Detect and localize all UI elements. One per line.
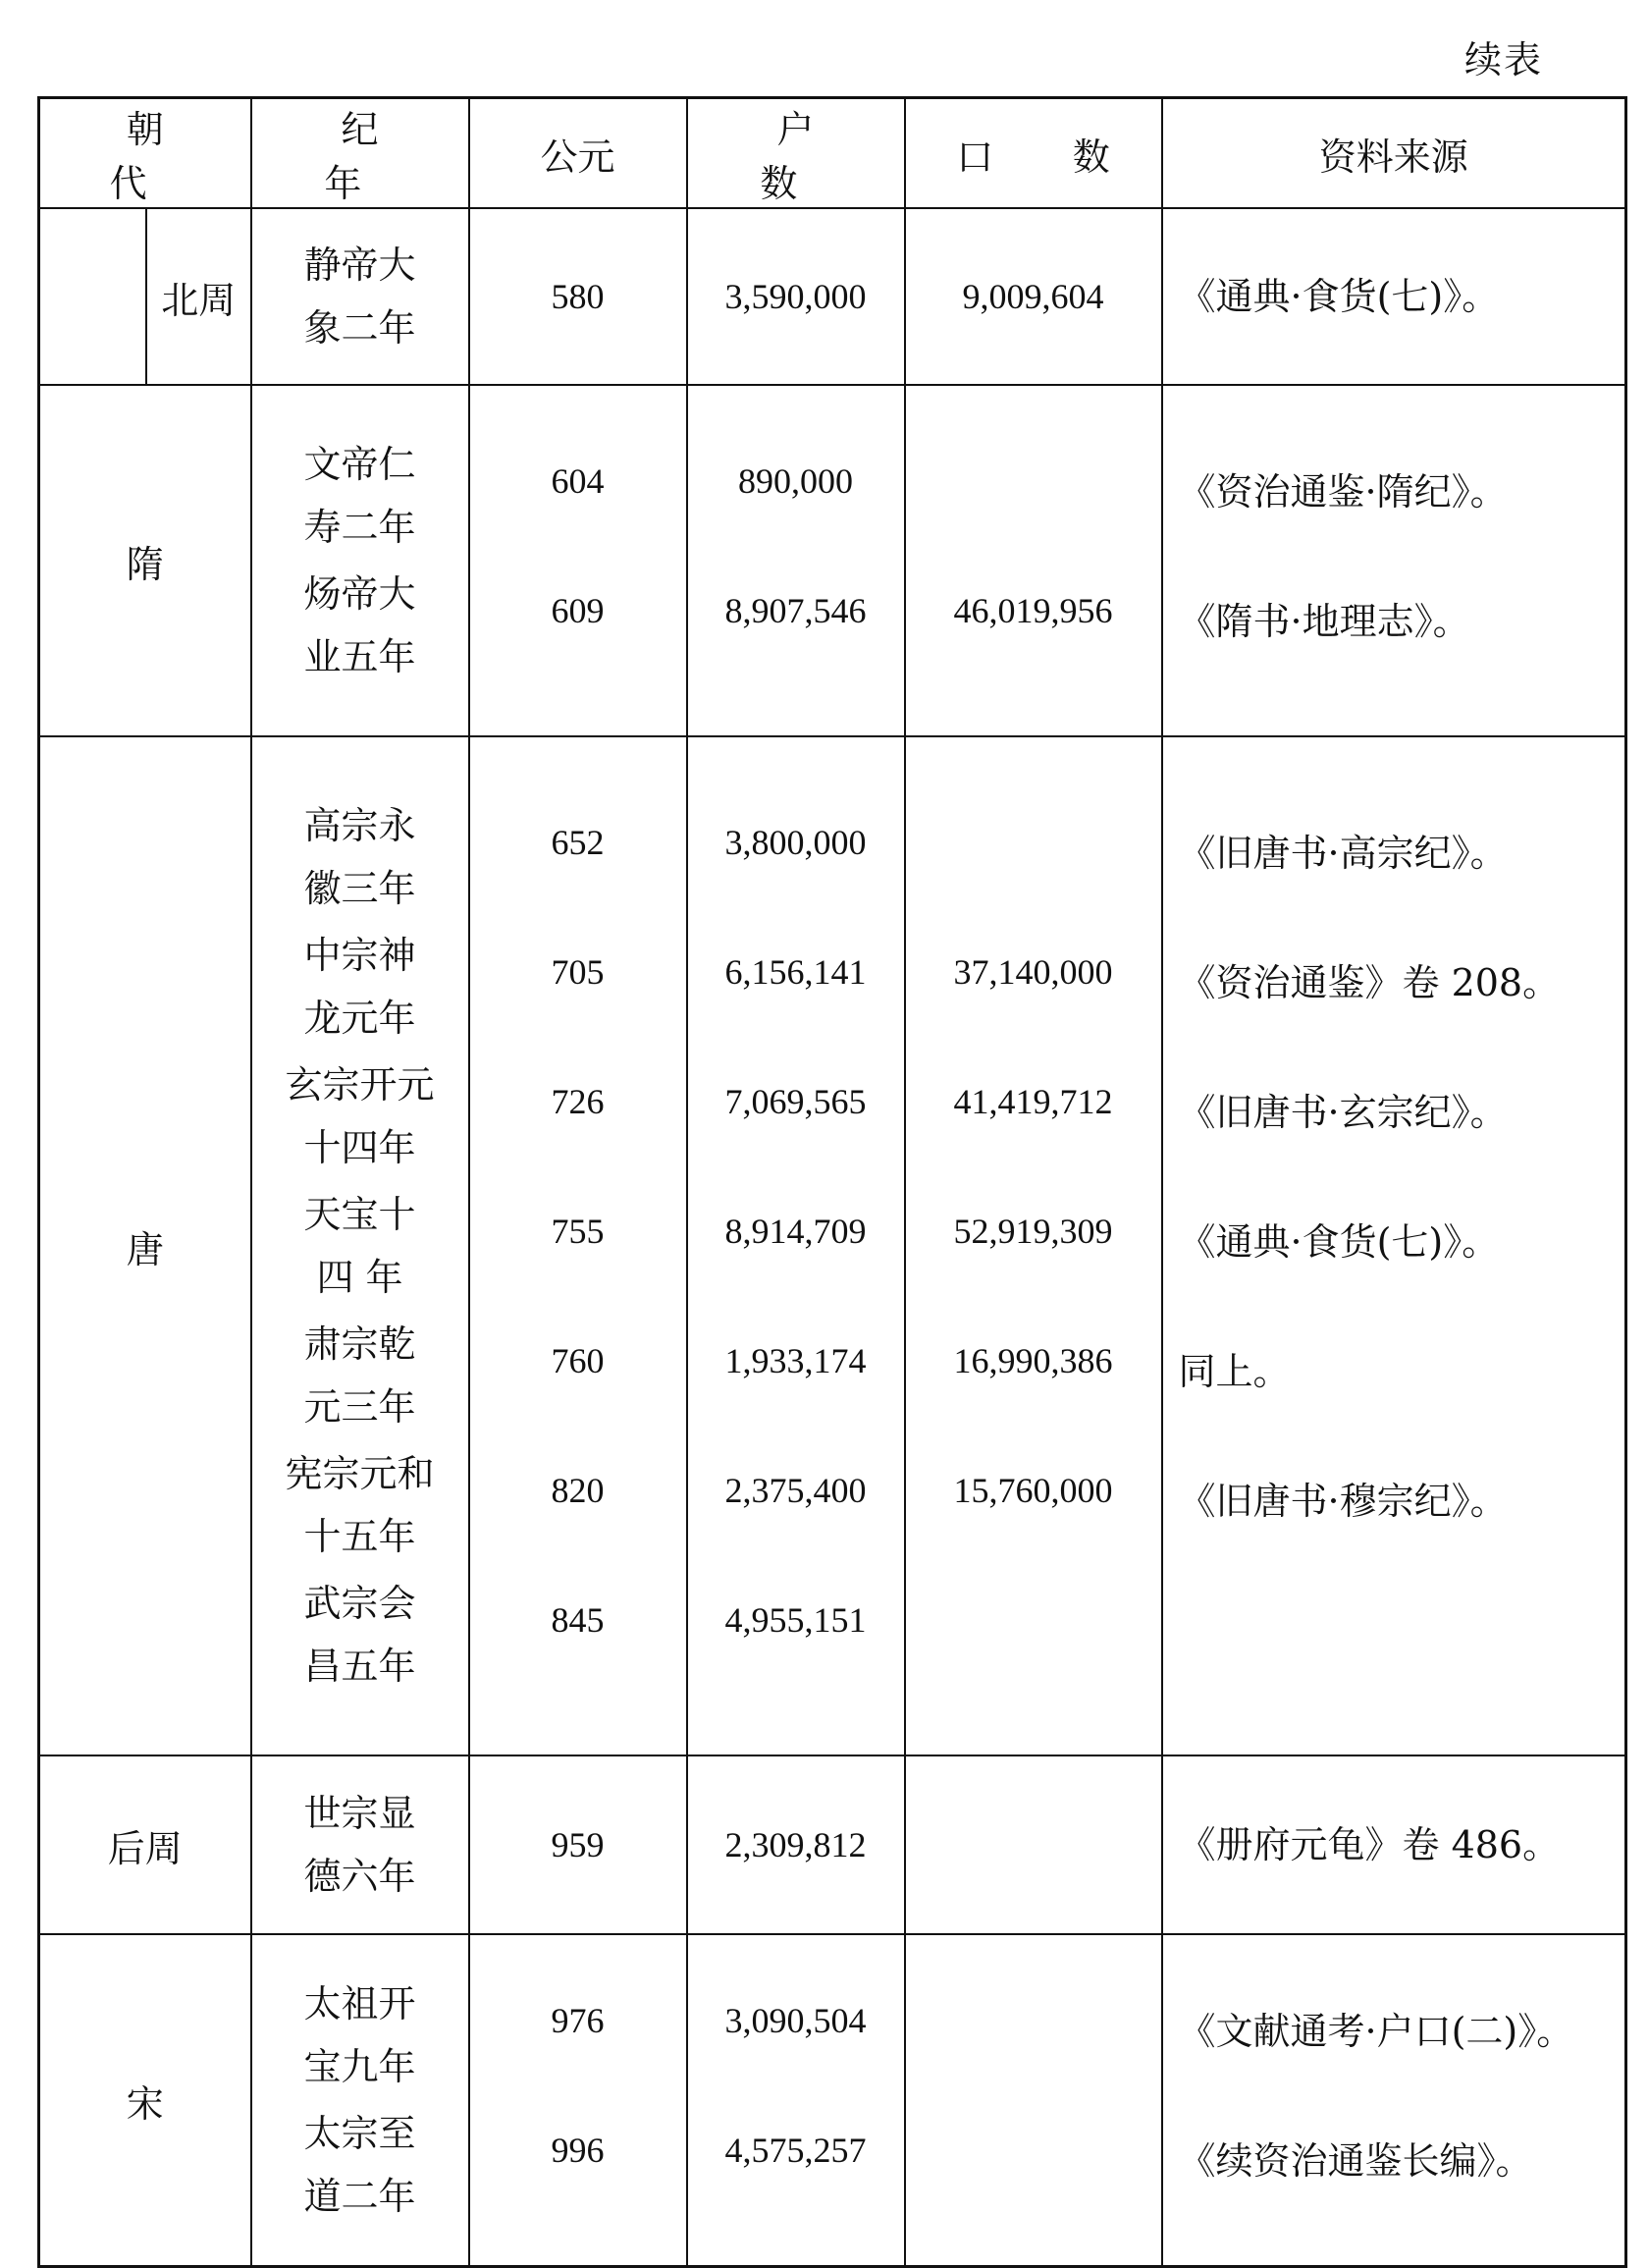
population-cell xyxy=(906,792,1161,922)
households-cell-text: 890,000 xyxy=(738,461,853,501)
reign-line: 静帝大 xyxy=(303,243,416,287)
population-cell xyxy=(906,1780,1161,1910)
population-cell xyxy=(906,431,1161,561)
population-cell xyxy=(906,1971,1161,2100)
reign-line: 昌五年 xyxy=(303,1645,416,1688)
year-cell xyxy=(470,1052,686,1181)
reign-cell xyxy=(252,1570,468,1700)
header-population: 口 数 xyxy=(905,98,1162,209)
year-cell xyxy=(470,792,686,922)
reign-line: 世宗显 xyxy=(303,1792,416,1835)
source-cell-text: 《文献通考·户口(二)》。 xyxy=(1178,2010,1574,2053)
year-cell-text: 705 xyxy=(551,952,605,992)
population-cell-column xyxy=(905,1755,1162,1934)
reign-cell-column xyxy=(251,1755,469,1934)
reign-cell xyxy=(252,792,468,922)
reign-line: 十五年 xyxy=(303,1515,416,1558)
population-cell xyxy=(906,1440,1161,1570)
source-cell xyxy=(1163,1570,1625,1700)
reign-line: 龙元年 xyxy=(303,997,416,1040)
reign-line: 太宗至 xyxy=(303,2112,416,2155)
source-cell-text: 《资治通鉴·隋纪》。 xyxy=(1178,470,1508,513)
population-cell xyxy=(906,232,1161,361)
source-cell-column xyxy=(1162,385,1626,736)
year-cell-text: 726 xyxy=(551,1082,605,1121)
year-cell-column xyxy=(469,208,687,385)
year-cell-text: 609 xyxy=(551,591,605,630)
dynasty-group-row xyxy=(39,1755,1626,1934)
households-cell xyxy=(688,2100,904,2230)
population-cell-column xyxy=(905,385,1162,736)
reign-line: 天宝十 xyxy=(303,1193,416,1236)
source-cell xyxy=(1163,1780,1625,1910)
reign-line: 玄宗开元 xyxy=(285,1063,435,1107)
header-source: 资料来源 xyxy=(1162,98,1626,209)
dynasty-group-row xyxy=(39,1934,1626,2267)
reign-cell xyxy=(252,232,468,361)
reign-line: 十四年 xyxy=(303,1126,416,1169)
reign-line: 中宗神 xyxy=(303,934,416,977)
year-cell-text: 845 xyxy=(551,1600,605,1640)
population-cell-text: 52,919,309 xyxy=(953,1212,1113,1251)
year-cell-text: 760 xyxy=(551,1341,605,1380)
reign-line: 宪宗元和 xyxy=(285,1452,435,1495)
reign-cell-column xyxy=(251,208,469,385)
source-cell xyxy=(1163,431,1625,561)
reign-line: 太祖开 xyxy=(303,1982,416,2025)
reign-cell xyxy=(252,2100,468,2230)
reign-cell-column xyxy=(251,736,469,1755)
source-cell-column xyxy=(1162,1755,1626,1934)
reign-line: 文帝仁 xyxy=(303,443,416,486)
source-cell xyxy=(1163,1181,1625,1311)
households-cell-column xyxy=(687,385,905,736)
population-cell-column xyxy=(905,1934,1162,2267)
population-cell xyxy=(906,2100,1161,2230)
population-cell-text: 41,419,712 xyxy=(953,1082,1113,1121)
year-cell xyxy=(470,1570,686,1700)
reign-cell xyxy=(252,1311,468,1440)
households-cell-text: 7,069,565 xyxy=(724,1082,867,1121)
households-cell xyxy=(688,1311,904,1440)
year-cell-text: 755 xyxy=(551,1212,605,1251)
households-cell xyxy=(688,792,904,922)
reign-cell xyxy=(252,561,468,690)
dynasty-group-row xyxy=(39,385,1626,736)
header-year: 公元 xyxy=(469,98,687,209)
dynasty-cell: 后周 xyxy=(39,1755,251,1934)
year-cell-text: 652 xyxy=(551,823,605,862)
source-cell-column xyxy=(1162,1934,1626,2267)
households-cell xyxy=(688,1181,904,1311)
population-cell-text: 15,760,000 xyxy=(953,1471,1113,1510)
population-cell xyxy=(906,1181,1161,1311)
year-cell xyxy=(470,1181,686,1311)
reign-line: 道二年 xyxy=(303,2175,416,2218)
households-cell xyxy=(688,1971,904,2100)
year-cell xyxy=(470,1311,686,1440)
reign-cell xyxy=(252,431,468,561)
dynasty-name: 北周 xyxy=(161,278,237,322)
reign-cell xyxy=(252,1780,468,1910)
population-cell-text: 9,009,604 xyxy=(962,277,1104,316)
population-cell-text: 16,990,386 xyxy=(953,1341,1113,1380)
source-cell xyxy=(1163,561,1625,690)
households-cell-text: 2,375,400 xyxy=(724,1471,867,1510)
year-cell-column xyxy=(469,1934,687,2267)
reign-cell xyxy=(252,1181,468,1311)
dynasty-cell: 宋 xyxy=(39,1934,251,2267)
population-table xyxy=(37,96,1627,2268)
households-cell-text: 1,933,174 xyxy=(724,1341,867,1380)
dynasty-group-row xyxy=(39,736,1626,1755)
households-cell xyxy=(688,431,904,561)
population-cell xyxy=(906,1570,1161,1700)
reign-line: 肃宗乾 xyxy=(303,1323,416,1366)
population-cell-column xyxy=(905,736,1162,1755)
population-cell-text: 37,140,000 xyxy=(953,952,1113,992)
households-cell-text: 8,907,546 xyxy=(724,591,867,630)
year-cell-column xyxy=(469,736,687,1755)
population-cell-text: 46,019,956 xyxy=(953,591,1113,630)
households-cell-column xyxy=(687,208,905,385)
households-cell xyxy=(688,232,904,361)
reign-cell xyxy=(252,1440,468,1570)
reign-line: 炀帝大 xyxy=(303,572,416,616)
reign-line: 徽三年 xyxy=(303,867,416,910)
header-households: 户 数 xyxy=(687,98,905,209)
year-cell-text: 976 xyxy=(551,2001,605,2040)
reign-line: 象二年 xyxy=(303,306,416,350)
households-cell-text: 6,156,141 xyxy=(724,952,867,992)
source-cell-column xyxy=(1162,736,1626,1755)
year-cell xyxy=(470,2100,686,2230)
source-cell xyxy=(1163,1440,1625,1570)
source-cell-text: 《旧唐书·穆宗纪》。 xyxy=(1178,1480,1508,1523)
source-cell-text: 《通典·食货(七)》。 xyxy=(1178,1220,1500,1264)
households-cell-column xyxy=(687,736,905,1755)
year-cell-text: 580 xyxy=(551,277,605,316)
households-cell-text: 3,090,504 xyxy=(724,2001,867,2040)
source-cell xyxy=(1163,232,1625,361)
dynasty-cell: 唐 xyxy=(39,736,251,1755)
dynasty-cell: 隋 xyxy=(39,385,251,736)
year-cell xyxy=(470,1971,686,2100)
reign-line: 德六年 xyxy=(303,1855,416,1898)
year-cell-text: 604 xyxy=(551,461,605,501)
year-cell xyxy=(470,1780,686,1910)
header-reign: 纪 年 xyxy=(251,98,469,209)
households-cell-text: 4,955,151 xyxy=(724,1600,867,1640)
population-cell xyxy=(906,1052,1161,1181)
households-cell xyxy=(688,1440,904,1570)
reign-line: 宝九年 xyxy=(303,2045,416,2088)
source-cell-text: 《资治通鉴》卷 208。 xyxy=(1178,961,1561,1004)
header-row xyxy=(39,98,1626,209)
year-cell-column xyxy=(469,385,687,736)
source-cell xyxy=(1163,1971,1625,2100)
population-cell xyxy=(906,561,1161,690)
reign-cell-column xyxy=(251,1934,469,2267)
reign-cell xyxy=(252,1971,468,2100)
year-cell-text: 959 xyxy=(551,1825,605,1864)
dynasty-group-row xyxy=(39,208,1626,385)
households-cell xyxy=(688,922,904,1052)
year-cell-column xyxy=(469,1755,687,1934)
year-cell xyxy=(470,431,686,561)
households-cell xyxy=(688,1780,904,1910)
households-cell-text: 8,914,709 xyxy=(724,1212,867,1251)
households-cell-text: 4,575,257 xyxy=(724,2131,867,2170)
table-caption: 续表 xyxy=(1463,38,1543,81)
year-cell xyxy=(470,232,686,361)
year-cell xyxy=(470,561,686,690)
reign-cell xyxy=(252,922,468,1052)
households-cell xyxy=(688,561,904,690)
reign-cell xyxy=(252,1052,468,1181)
source-cell-text: 《隋书·地理志》。 xyxy=(1178,600,1470,643)
dynasty-cell xyxy=(39,208,251,385)
source-cell xyxy=(1163,1052,1625,1181)
source-cell-text: 《旧唐书·玄宗纪》。 xyxy=(1178,1091,1508,1134)
population-cell xyxy=(906,922,1161,1052)
households-cell-column xyxy=(687,1755,905,1934)
source-cell-text: 《册府元龟》卷 486。 xyxy=(1178,1823,1561,1866)
source-cell xyxy=(1163,2100,1625,2230)
households-cell xyxy=(688,1052,904,1181)
header-dynasty: 朝 代 xyxy=(39,98,251,209)
source-cell xyxy=(1163,922,1625,1052)
reign-line: 业五年 xyxy=(303,635,416,678)
source-cell-text: 《旧唐书·高宗纪》。 xyxy=(1178,832,1508,875)
source-cell xyxy=(1163,792,1625,922)
reign-line: 寿二年 xyxy=(303,506,416,549)
households-cell-column xyxy=(687,1934,905,2267)
households-cell-text: 3,800,000 xyxy=(724,823,867,862)
year-cell xyxy=(470,922,686,1052)
reign-cell-column xyxy=(251,385,469,736)
year-cell-text: 820 xyxy=(551,1471,605,1510)
households-cell-text: 3,590,000 xyxy=(724,277,867,316)
year-cell xyxy=(470,1440,686,1570)
population-cell-column xyxy=(905,208,1162,385)
source-cell-text: 《通典·食货(七)》。 xyxy=(1178,275,1500,318)
source-cell xyxy=(1163,1311,1625,1440)
reign-line: 武宗会 xyxy=(303,1582,416,1625)
households-cell-text: 2,309,812 xyxy=(724,1825,867,1864)
reign-line: 高宗永 xyxy=(303,804,416,847)
source-cell-text: 同上。 xyxy=(1178,1350,1291,1393)
population-cell xyxy=(906,1311,1161,1440)
year-cell-text: 996 xyxy=(551,2131,605,2170)
source-cell-text: 《续资治通鉴长编》。 xyxy=(1178,2139,1533,2183)
reign-line: 元三年 xyxy=(303,1385,416,1429)
source-cell-column xyxy=(1162,208,1626,385)
reign-line: 四 年 xyxy=(316,1256,403,1299)
households-cell xyxy=(688,1570,904,1700)
